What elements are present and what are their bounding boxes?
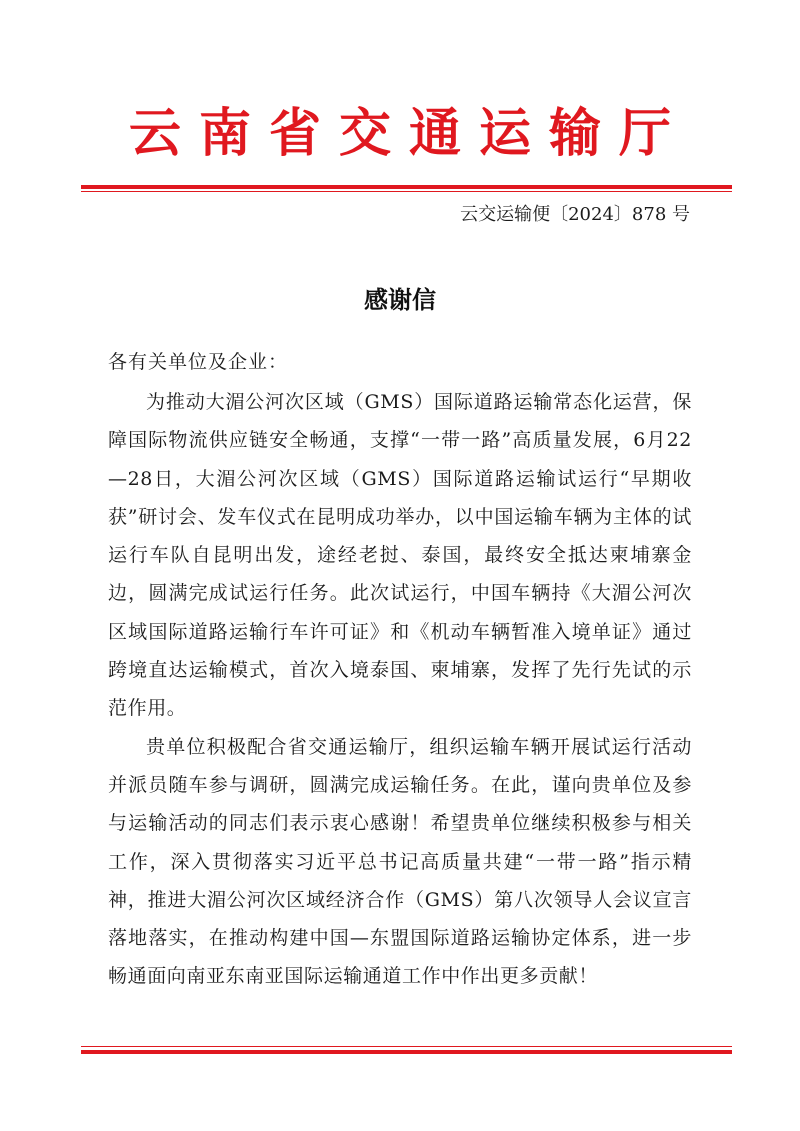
salutation: 各有关单位及企业： (108, 351, 289, 373)
footer-red-rule-thick (81, 1050, 732, 1054)
letter-body (108, 383, 692, 996)
letter-title: 感谢信 (364, 285, 436, 314)
header-red-rule-thin (81, 191, 732, 192)
body-paragraph: 为推动大湄公河次区域（GMS）国际道路运输常态化运营，保障国际物流供应链安全畅通，支撑“一带一路”高质量发展，6月22—28日，大湄公河次区域（GMS）国际道路运输试运行“早期收获”研讨会、发车仪式在昆明成功举办，以中国运输车辆为主体的试运行车队自昆明出发，途经老挝、泰国，最终安全抵达柬埔寨金边，圆满完成试运行任务。此次试运行，中国车辆持《大湄公河次区域国际道路运输行车许可证》和《机动车辆暂准入境单证》通过跨境直达运输模式，首次入境泰国、柬埔寨，发挥了先行先试的示范作用。 (108, 391, 692, 720)
body-paragraph: 贵单位积极配合省交通运输厅，组织运输车辆开展试运行活动并派员随车参与调研，圆满完成运输任务。在此，谨向贵单位及参与运输活动的同志们表示衷心感谢！希望贵单位继续积极参与相关工作，深入贯彻落实习近平总书记高质量共建“一带一路”指示精神，推进大湄公河次区域经济合作（GMS）第八次领导人会议宣言落地落实，在推动构建中国—东盟国际道路运输协定体系，进一步畅通面向南亚东南亚国际运输通道工作中作出更多贡献！ (108, 735, 692, 988)
document-number: 云交运输便〔2024〕878 号 (460, 204, 690, 225)
organization-header: 云南省交通运输厅 (128, 103, 689, 164)
header-red-rule-thick (81, 185, 732, 189)
footer-red-rule-thin (81, 1046, 732, 1047)
